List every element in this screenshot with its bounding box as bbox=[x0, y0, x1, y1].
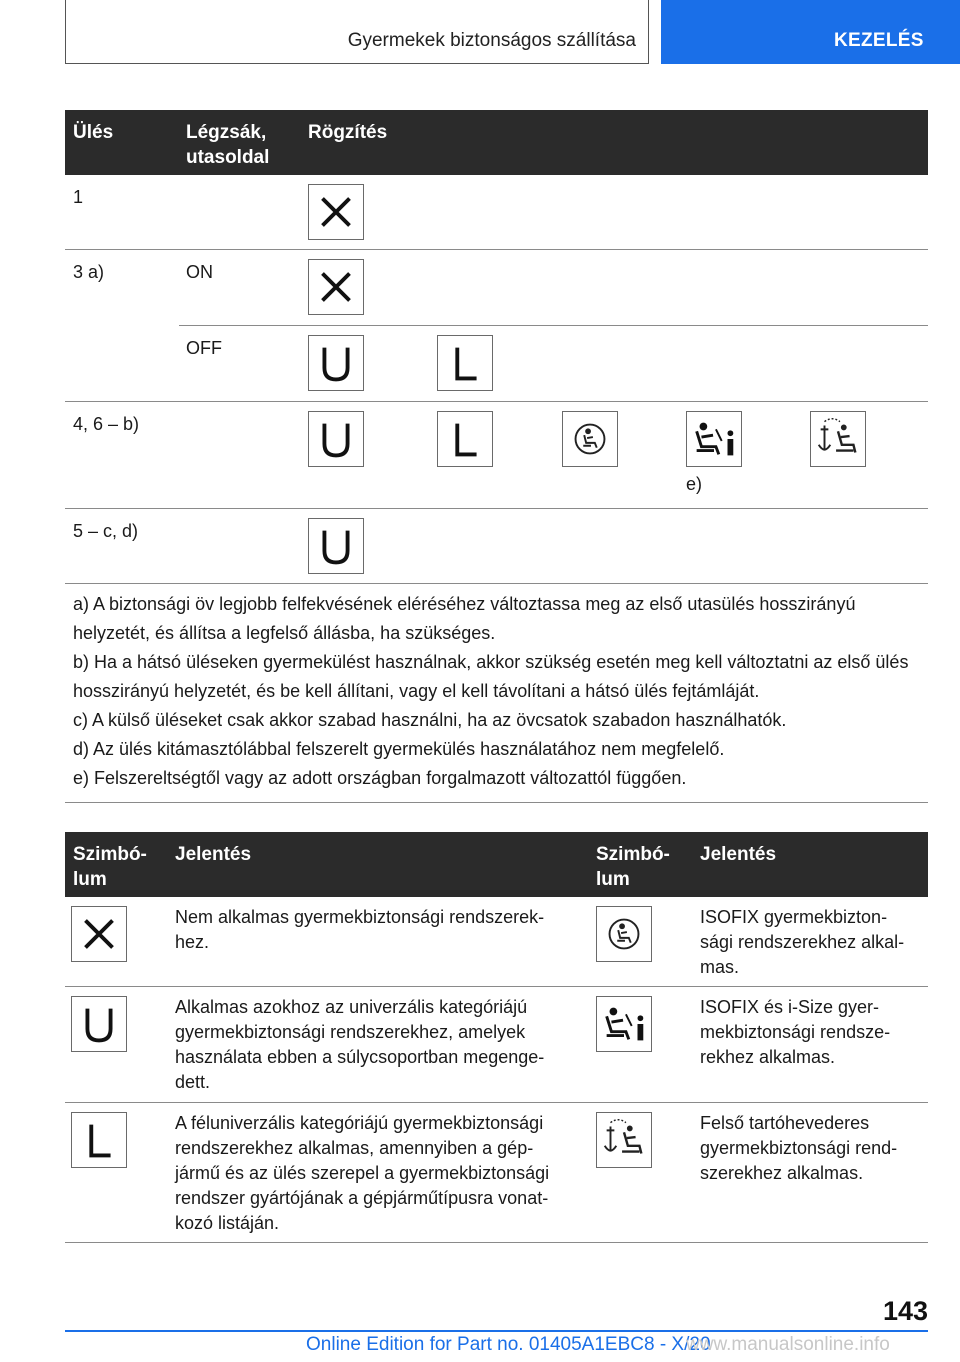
isofix-isize-icon bbox=[686, 411, 742, 467]
footnote-a: a) A biztonsági öv legjobb felfekvésének eléréséhez változtassa meg az első utasülés hosszirányú helyzetét, és állítsa a legfelső állásba, ha szükséges. bbox=[73, 594, 856, 643]
symbol-table bbox=[65, 832, 928, 1243]
table-row bbox=[65, 250, 928, 402]
seat-table-header bbox=[65, 110, 928, 175]
page-title: Gyermekek biztonságos szállítása bbox=[347, 30, 636, 51]
row-divider bbox=[179, 325, 928, 326]
airbag-cell: ON bbox=[186, 262, 213, 282]
tab-label: KEZELÉS bbox=[834, 30, 924, 51]
header-box bbox=[65, 0, 649, 64]
universal-u-icon bbox=[308, 335, 364, 391]
meaning-cell: Nem alkalmas gyermekbiztonsági rendszerek- hez. bbox=[175, 907, 545, 952]
top-tether-icon bbox=[810, 411, 866, 467]
symbol-table-header bbox=[65, 832, 928, 897]
seat-cell: 3 a) bbox=[73, 262, 105, 282]
x-mark-icon bbox=[308, 259, 364, 315]
table-row bbox=[65, 1103, 928, 1243]
isofix-seat-icon bbox=[596, 906, 652, 962]
meaning-cell: ISOFIX és i-Size gyer- mekbiztonsági rendsze- rekhez alkalmas. bbox=[700, 997, 891, 1067]
watermark: www.manualsonline.info bbox=[686, 1334, 890, 1355]
table-row bbox=[65, 987, 928, 1103]
col-header-symbol-2: Szimbó- lum bbox=[596, 844, 670, 890]
tab-kezeles[interactable] bbox=[661, 0, 960, 64]
isofix-seat-icon bbox=[562, 411, 618, 467]
table-row bbox=[65, 175, 928, 250]
page-number: 143 bbox=[882, 1296, 928, 1326]
semi-universal-l-icon bbox=[71, 1112, 127, 1168]
universal-u-icon bbox=[308, 518, 364, 574]
col-header-seat: Ülés bbox=[73, 122, 114, 143]
x-mark-icon bbox=[308, 184, 364, 240]
meaning-cell: Alkalmas azokhoz az univerzális kategóriájú gyermekbiztonsági rendszerekhez, amelyek használata ebben a súlycsoportban megenge- dett. bbox=[175, 997, 545, 1092]
meaning-cell: ISOFIX gyermekbizton- sági rendszerekhez alkal- mas. bbox=[700, 907, 905, 977]
table-row bbox=[65, 402, 928, 509]
footnote-c: c) A külső üléseket csak akkor szabad használni, ha az övcsatok szabadon használhatók. bbox=[73, 710, 787, 730]
seat-cell: 5 – c, d) bbox=[73, 521, 139, 541]
semi-universal-l-icon bbox=[437, 335, 493, 391]
footer-divider bbox=[65, 1330, 928, 1332]
isofix-isize-icon bbox=[596, 996, 652, 1052]
seat-table bbox=[65, 110, 928, 803]
top-tether-icon bbox=[596, 1112, 652, 1168]
footnote-e: e) Felszereltségtől vagy az adott országban forgalmazott változattól függően. bbox=[73, 768, 687, 788]
edition-text: Online Edition for Part no. 01405A1EBC8 - X/20 bbox=[306, 1334, 711, 1355]
seat-cell: 1 bbox=[73, 187, 84, 207]
footnote-marker: e) bbox=[686, 474, 703, 494]
notes-row bbox=[65, 584, 928, 803]
x-mark-icon bbox=[71, 906, 127, 962]
footnote-b: b) Ha a hátsó üléseken gyermekülést használnak, akkor szükség esetén meg kell változtatni az első ülés hosszirányú helyzetét, és be kell állítani, vagy el kell távolítani a hátsó ülés fejtámláját. bbox=[73, 652, 909, 701]
meaning-cell: A féluniverzális kategóriájú gyermekbiztonsági rendszerekhez alkalmas, amennyiben a gép- jármű és az ülés szerepel a gyermekbiztonsági rendszer gyártójának a gépjárműtípusra vonat- kozó listáján. bbox=[175, 1113, 550, 1233]
airbag-cell: OFF bbox=[186, 338, 222, 358]
table-row bbox=[65, 897, 928, 987]
footnote-d: d) Az ülés kitámasztólábbal felszerelt gyermekülés használatához nem megfelelő. bbox=[73, 739, 725, 759]
col-header-airbag: Légzsák, utasoldal bbox=[186, 122, 270, 168]
col-header-mounting: Rögzítés bbox=[308, 122, 388, 143]
meaning-cell: Felső tartóhevederes gyermekbiztonsági rend- szerekhez alkalmas. bbox=[700, 1113, 898, 1183]
table-row bbox=[65, 509, 928, 584]
universal-u-icon bbox=[308, 411, 364, 467]
semi-universal-l-icon bbox=[437, 411, 493, 467]
seat-cell: 4, 6 – b) bbox=[73, 414, 140, 434]
universal-u-icon bbox=[71, 996, 127, 1052]
col-header-meaning: Jelentés bbox=[175, 844, 252, 865]
col-header-meaning-2: Jelentés bbox=[700, 844, 777, 865]
col-header-symbol: Szimbó- lum bbox=[73, 844, 147, 890]
